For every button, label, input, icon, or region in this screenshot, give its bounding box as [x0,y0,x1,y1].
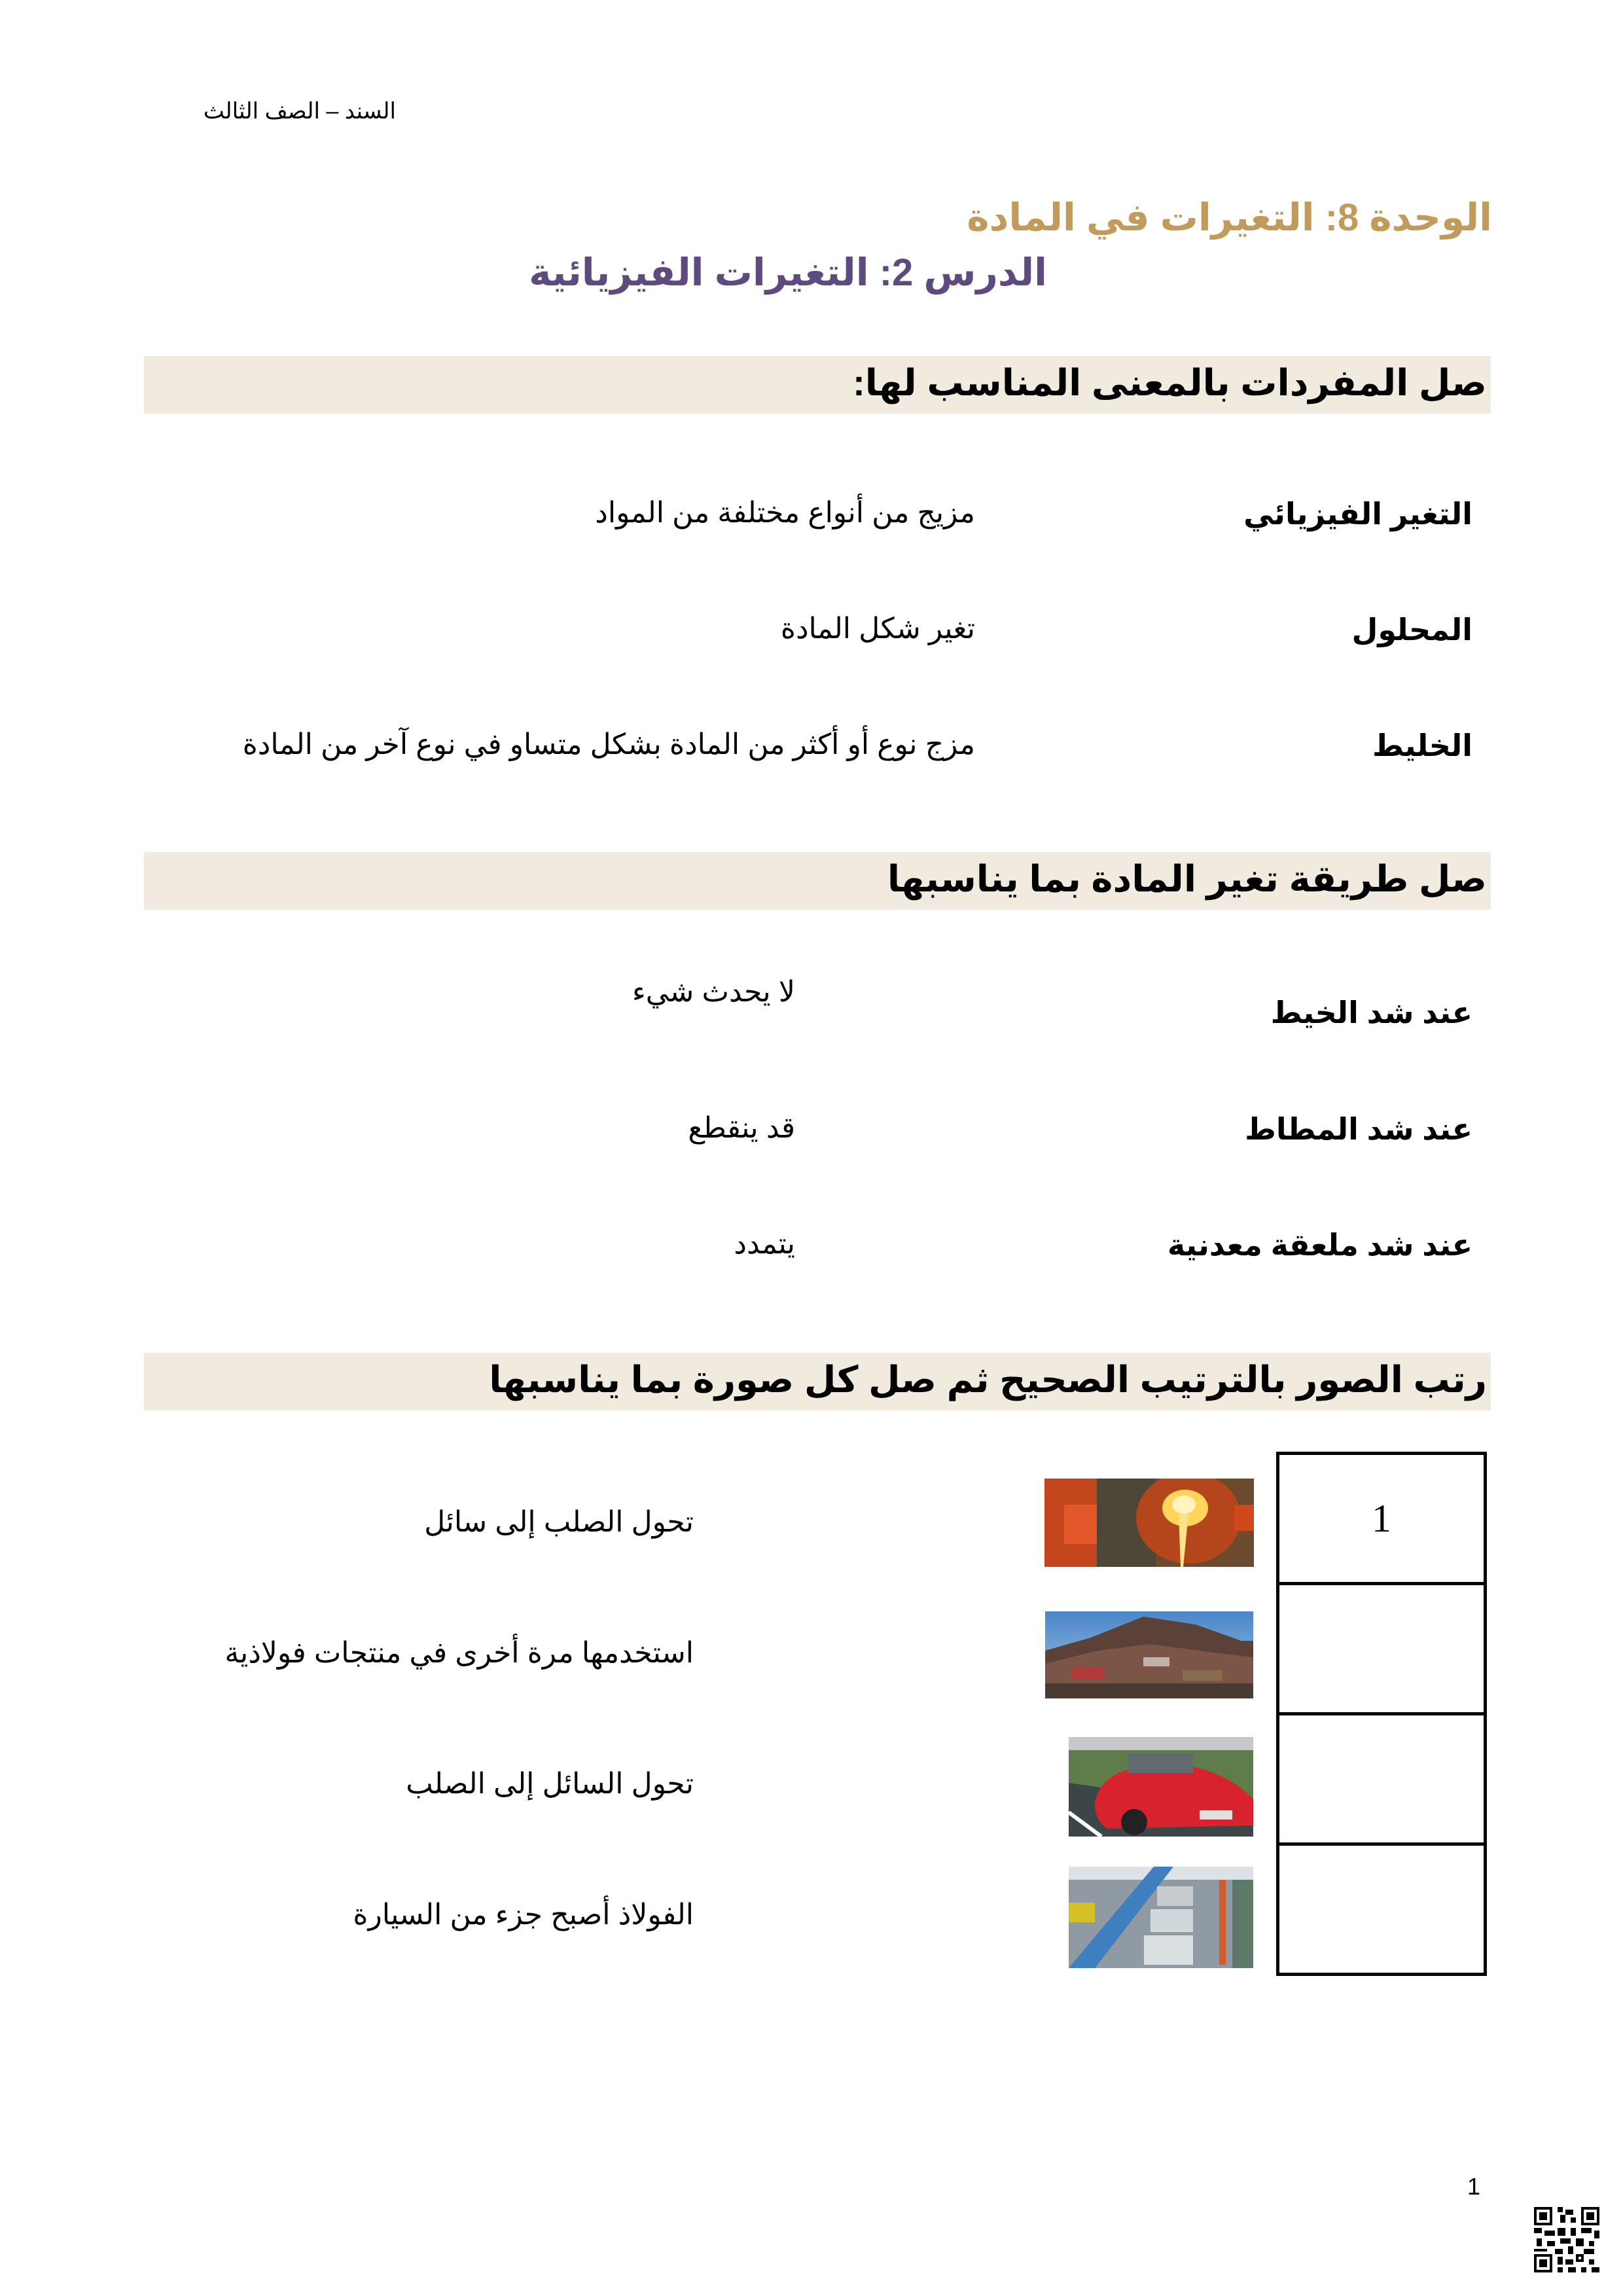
car-assembly-line-image [1069,1867,1253,1968]
statement-4: الفولاذ أصبح جزء من السيارة [353,1899,694,1931]
term-physical-change: التغير الفيزيائي [1243,497,1472,531]
definition-3: مزج نوع أو أكثر من المادة بشكل متساو في نوع آخر من المادة [242,728,975,761]
section2-banner [144,852,1491,910]
statement-3: تحول السائل إلى الصلب [406,1768,694,1800]
lesson-title: الدرس 2: التغيرات الفيزيائية [529,251,1047,294]
order-box-1[interactable]: 1 [1278,1454,1486,1584]
unit-title: الوحدة 8: التغيرات في المادة [967,196,1492,239]
statement-1: تحول الصلب إلى سائل [424,1506,694,1538]
term-mixture: الخليط [1372,728,1472,762]
definition-2: تغير شكل المادة [780,613,975,645]
definition-1: مزيج من أنواع مختلفة من المواد [595,497,975,529]
section2-heading: صل طريقة تغير المادة بما يناسبها [887,858,1487,899]
result-stretches: يتمدد [734,1228,795,1260]
action-thread: عند شد الخيط [1270,996,1472,1030]
section3-banner [144,1353,1491,1410]
result-breaks: قد ينقطع [688,1112,795,1144]
section1-heading: صل المفردات بالمعنى المناسب لها: [853,362,1487,403]
result-nothing: لا يحدث شيء [632,976,795,1008]
order-box-2[interactable] [1278,1584,1486,1714]
qr-code-icon [1534,2207,1599,2272]
action-metal-spoon: عند شد ملعقة معدنية [1167,1228,1472,1262]
action-rubber: عند شد المطاط [1245,1112,1472,1146]
order-box-3[interactable] [1278,1714,1486,1844]
term-solution: المحلول [1351,613,1472,647]
page-number: 1 [1467,2173,1481,2200]
molten-steel-image [1044,1479,1254,1567]
section1-banner [144,356,1491,414]
red-car-image [1069,1737,1253,1837]
order-box-4[interactable] [1278,1844,1486,1975]
order-number-table [1276,1452,1487,1976]
section3-heading: رتب الصور بالترتيب الصحيح ثم صل كل صورة بما يناسبها [489,1359,1487,1400]
statement-2: استخدمها مرة أخرى في منتجات فولاذية [224,1637,694,1669]
scrap-metal-pile-image [1045,1611,1253,1698]
document-header-label: السند – الصف الثالث [203,99,396,124]
